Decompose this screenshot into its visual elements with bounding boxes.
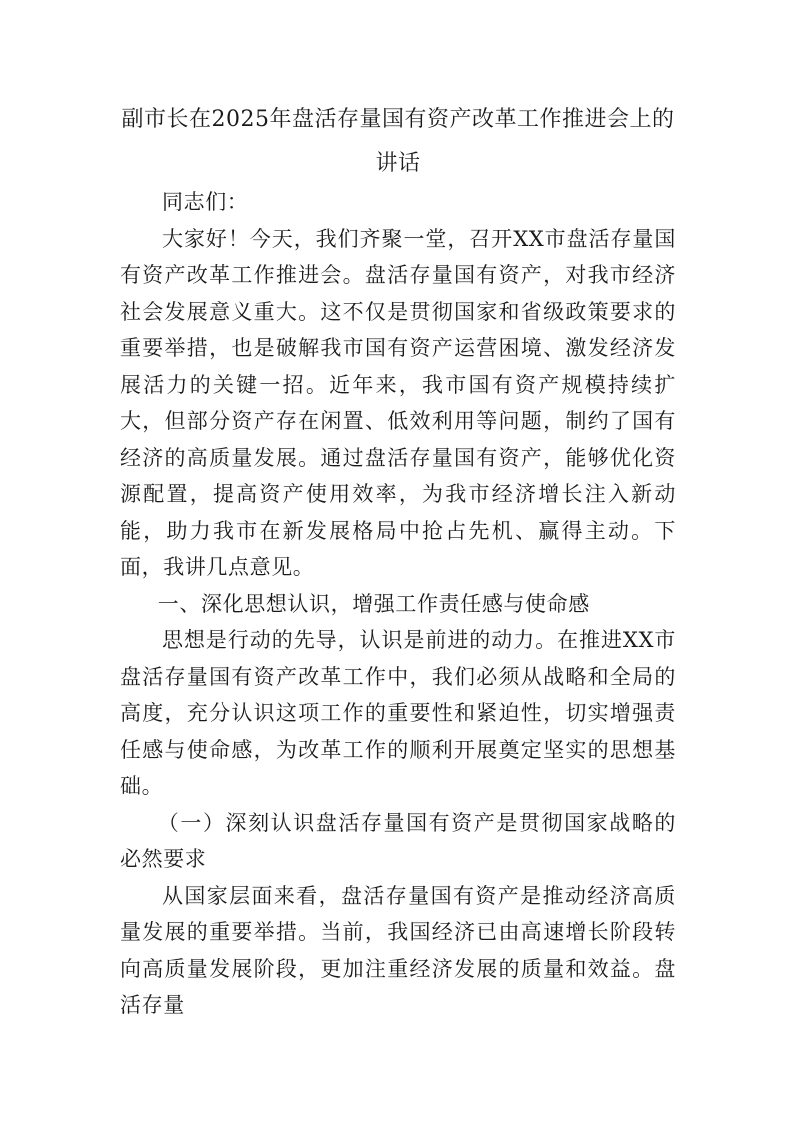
subsection-paragraph-1: 从国家层面来看，盘活存量国有资产是推动经济高质量发展的重要举措。当前，我国经济已由高速增长阶段转向高质量发展阶段，更加注重经济发展的质量和效益。盘活存量 <box>120 883 676 1017</box>
document-title: 副市长在2025年盘活存量国有资产改革工作推进会上的讲话 <box>121 107 675 176</box>
section-heading-1: 一、深化思想认识，增强工作责任感与使命感 <box>157 591 590 616</box>
subsection-heading-1: （一）深刻认识盘活存量国有资产是贯彻国家战略的必然要求 <box>120 810 676 871</box>
intro-paragraph: 大家好！今天，我们齐聚一堂，召开XX市盘活存量国有资产改革工作推进会。盘活存量国有资产，对我市经济社会发展意义重大。这不仅是贯彻国家和省级政策要求的重要举措，也是破解我市国有资产运营困境、激发经济发展活力的关键一招。近年来，我市国有资产规模持续扩大，但部分资产存在闲置、低效利用等问题，制约了国有经济的高质量发展。通过盘活存量国有资产，能够优化资源配置，提高资产使用效率，为我市经济增长注入新动能，助力我市在新发展格局中抢占先机、赢得主动。下面，我讲几点意见。 <box>120 226 676 579</box>
document-body <box>120 184 676 1024</box>
salutation: 同志们： <box>162 190 249 214</box>
section-paragraph-1: 思想是行动的先导，认识是前进的动力。在推进XX市盘活存量国有资产改革工作中，我们必须从战略和全局的高度，充分认识这项工作的重要性和紧迫性，切实增强责任感与使命感，为改革工作的顺利开展奠定坚实的思想基础。 <box>120 628 676 798</box>
